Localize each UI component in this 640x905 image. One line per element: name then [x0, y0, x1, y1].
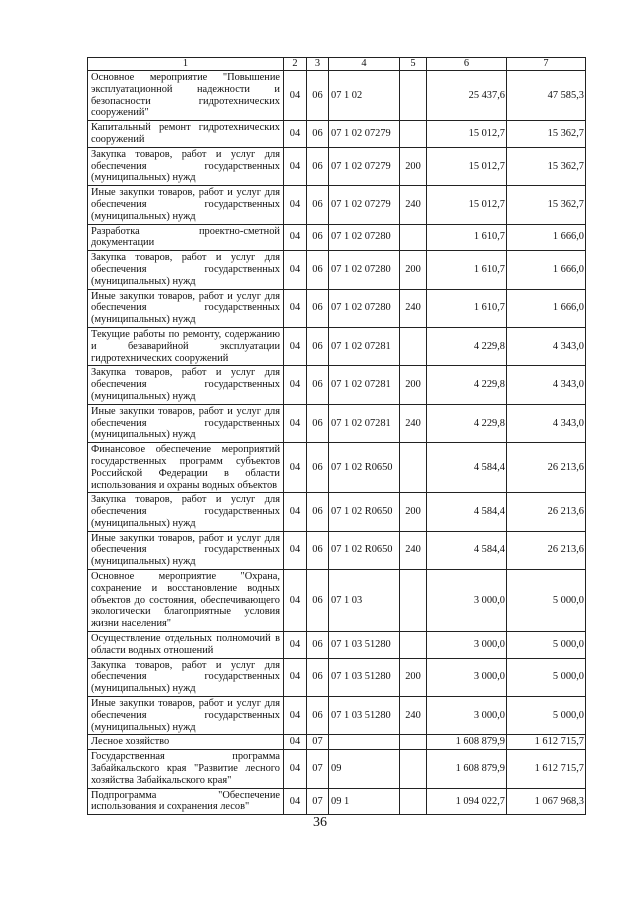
row-amount-year2: 1 067 968,3: [507, 788, 586, 815]
row-amount-year2: 1 666,0: [507, 224, 586, 251]
row-code-section: 04: [284, 493, 307, 531]
row-code-section: 04: [284, 121, 307, 148]
row-description: Иные закупки товаров, работ и услуг для обеспечения государственных (муниципальных) нужд: [88, 289, 284, 327]
row-code-section: 04: [284, 366, 307, 404]
table-row: [88, 750, 586, 788]
row-amount-year2: 47 585,3: [507, 71, 586, 121]
row-code-subsection: 06: [307, 443, 329, 493]
row-amount-year1: 3 000,0: [427, 632, 507, 659]
row-amount-year1: 4 229,8: [427, 366, 507, 404]
row-amount-year1: 1 608 879,9: [427, 735, 507, 750]
row-code-section: 04: [284, 147, 307, 185]
row-code-target: 07 1 02 07281: [329, 404, 400, 442]
row-code-section: 04: [284, 570, 307, 632]
row-code-section: 04: [284, 251, 307, 289]
row-amount-year1: 4 229,8: [427, 404, 507, 442]
row-amount-year2: 1 612 715,7: [507, 735, 586, 750]
row-code-section: 04: [284, 71, 307, 121]
row-code-target: 07 1 03 51280: [329, 697, 400, 735]
row-amount-year2: 15 362,7: [507, 186, 586, 224]
row-code-section: 04: [284, 443, 307, 493]
row-code-subsection: 06: [307, 224, 329, 251]
table-row: [88, 697, 586, 735]
row-code-subsection: 06: [307, 531, 329, 569]
row-code-subsection: 06: [307, 366, 329, 404]
row-description: Государственная программа Забайкальского края "Развитие лесного хозяйства Забайкальского края": [88, 750, 284, 788]
row-amount-year2: 4 343,0: [507, 366, 586, 404]
row-amount-year2: 26 213,6: [507, 443, 586, 493]
column-header: 6: [427, 58, 507, 71]
row-code-target: 07 1 02: [329, 71, 400, 121]
row-code-section: 04: [284, 735, 307, 750]
row-code-target: 07 1 03: [329, 570, 400, 632]
row-code-subsection: 06: [307, 570, 329, 632]
table-row: [88, 404, 586, 442]
row-code-subsection: 06: [307, 632, 329, 659]
table-row: [88, 735, 586, 750]
row-code-expense-type: [400, 443, 427, 493]
row-code-section: 04: [284, 632, 307, 659]
row-code-subsection: 06: [307, 289, 329, 327]
row-code-expense-type: 200: [400, 251, 427, 289]
table-row: [88, 251, 586, 289]
table-row: [88, 327, 586, 365]
row-code-section: 04: [284, 697, 307, 735]
table-row: [88, 121, 586, 148]
row-description: Закупка товаров, работ и услуг для обеспечения государственных (муниципальных) нужд: [88, 251, 284, 289]
row-code-expense-type: 240: [400, 289, 427, 327]
row-code-subsection: 06: [307, 186, 329, 224]
column-header: 4: [329, 58, 400, 71]
row-description: Капитальный ремонт гидротехнических сооружений: [88, 121, 284, 148]
row-amount-year1: 3 000,0: [427, 658, 507, 696]
row-code-target: 07 1 02 07279: [329, 121, 400, 148]
row-amount-year1: 1 608 879,9: [427, 750, 507, 788]
row-code-section: 04: [284, 531, 307, 569]
row-code-expense-type: 240: [400, 404, 427, 442]
row-description: Финансовое обеспечение мероприятий государственных программ субъектов Российской Федерации в области использования и охраны водных объектов: [88, 443, 284, 493]
row-code-subsection: 06: [307, 147, 329, 185]
table-row: [88, 289, 586, 327]
row-description: Текущие работы по ремонту, содержанию и безаварийной эксплуатации гидротехнических сооружений: [88, 327, 284, 365]
table-row: [88, 224, 586, 251]
row-code-target: 07 1 02 R0650: [329, 531, 400, 569]
row-amount-year1: 1 610,7: [427, 289, 507, 327]
row-code-subsection: 06: [307, 697, 329, 735]
row-code-target: 07 1 02 07280: [329, 289, 400, 327]
row-code-expense-type: 240: [400, 697, 427, 735]
row-code-expense-type: [400, 327, 427, 365]
row-amount-year2: 15 362,7: [507, 147, 586, 185]
budget-table: [87, 57, 586, 815]
row-amount-year2: 15 362,7: [507, 121, 586, 148]
table-row: [88, 788, 586, 815]
row-code-subsection: 06: [307, 493, 329, 531]
row-amount-year1: 1 610,7: [427, 224, 507, 251]
table-header-row: [88, 58, 586, 71]
table-row: [88, 186, 586, 224]
row-code-section: 04: [284, 186, 307, 224]
row-amount-year2: 4 343,0: [507, 327, 586, 365]
row-code-section: 04: [284, 750, 307, 788]
column-header: 1: [88, 58, 284, 71]
row-code-expense-type: [400, 788, 427, 815]
row-code-expense-type: [400, 750, 427, 788]
row-amount-year1: 25 437,6: [427, 71, 507, 121]
column-header: 5: [400, 58, 427, 71]
row-code-subsection: 07: [307, 788, 329, 815]
row-description: Иные закупки товаров, работ и услуг для обеспечения государственных (муниципальных) нужд: [88, 531, 284, 569]
row-description: Подпрограмма "Обеспечение использования и сохранения лесов": [88, 788, 284, 815]
column-header: 2: [284, 58, 307, 71]
row-amount-year2: 5 000,0: [507, 658, 586, 696]
row-code-target: 07 1 02 R0650: [329, 443, 400, 493]
row-code-section: 04: [284, 289, 307, 327]
row-description: Закупка товаров, работ и услуг для обеспечения государственных (муниципальных) нужд: [88, 366, 284, 404]
row-amount-year1: 15 012,7: [427, 121, 507, 148]
table-row: [88, 147, 586, 185]
row-amount-year2: 26 213,6: [507, 493, 586, 531]
row-code-target: 07 1 02 R0650: [329, 493, 400, 531]
row-amount-year2: 1 666,0: [507, 251, 586, 289]
table-row: [88, 493, 586, 531]
row-code-subsection: 06: [307, 658, 329, 696]
table-row: [88, 658, 586, 696]
row-code-expense-type: [400, 632, 427, 659]
row-code-expense-type: [400, 735, 427, 750]
column-header: 7: [507, 58, 586, 71]
row-amount-year1: 1 094 022,7: [427, 788, 507, 815]
column-header: 3: [307, 58, 329, 71]
row-code-expense-type: 200: [400, 147, 427, 185]
table-row: [88, 366, 586, 404]
row-amount-year2: 5 000,0: [507, 632, 586, 659]
page-number: 36: [313, 815, 327, 830]
row-description: Иные закупки товаров, работ и услуг для обеспечения государственных (муниципальных) нужд: [88, 697, 284, 735]
row-amount-year1: 15 012,7: [427, 147, 507, 185]
table-row: [88, 71, 586, 121]
row-description: Осуществление отдельных полномочий в области водных отношений: [88, 632, 284, 659]
row-description: Иные закупки товаров, работ и услуг для обеспечения государственных (муниципальных) нужд: [88, 404, 284, 442]
row-code-target: 07 1 02 07281: [329, 366, 400, 404]
row-code-expense-type: [400, 71, 427, 121]
row-code-section: 04: [284, 327, 307, 365]
row-code-subsection: 06: [307, 251, 329, 289]
row-code-target: 07 1 02 07279: [329, 147, 400, 185]
row-code-expense-type: 200: [400, 493, 427, 531]
row-amount-year1: 4 584,4: [427, 493, 507, 531]
row-code-target: 09: [329, 750, 400, 788]
row-code-target: 07 1 02 07279: [329, 186, 400, 224]
row-code-expense-type: 240: [400, 186, 427, 224]
row-amount-year1: 3 000,0: [427, 697, 507, 735]
row-code-expense-type: [400, 121, 427, 148]
row-amount-year2: 26 213,6: [507, 531, 586, 569]
row-code-subsection: 06: [307, 404, 329, 442]
row-amount-year1: 4 229,8: [427, 327, 507, 365]
row-code-target: 07 1 03 51280: [329, 658, 400, 696]
row-amount-year1: 4 584,4: [427, 531, 507, 569]
row-code-expense-type: [400, 224, 427, 251]
row-amount-year2: 4 343,0: [507, 404, 586, 442]
row-amount-year2: 1 666,0: [507, 289, 586, 327]
row-code-subsection: 07: [307, 750, 329, 788]
row-description: Основное мероприятие "Повышение эксплуатационной надежности и безопасности гидротехнических сооружений": [88, 71, 284, 121]
row-description: Закупка товаров, работ и услуг для обеспечения государственных (муниципальных) нужд: [88, 658, 284, 696]
row-code-subsection: 06: [307, 71, 329, 121]
table-row: [88, 531, 586, 569]
row-code-subsection: 06: [307, 327, 329, 365]
row-description: Иные закупки товаров, работ и услуг для обеспечения государственных (муниципальных) нужд: [88, 186, 284, 224]
table-row: [88, 632, 586, 659]
row-description: Основное мероприятие "Охрана, сохранение и восстановление водных объектов до состояния, обеспечивающего экологически благоприятные условия жизни населения": [88, 570, 284, 632]
row-amount-year1: 1 610,7: [427, 251, 507, 289]
row-code-subsection: 07: [307, 735, 329, 750]
row-description: Закупка товаров, работ и услуг для обеспечения государственных (муниципальных) нужд: [88, 493, 284, 531]
row-code-expense-type: 200: [400, 658, 427, 696]
row-code-expense-type: 200: [400, 366, 427, 404]
row-code-expense-type: [400, 570, 427, 632]
row-code-expense-type: 240: [400, 531, 427, 569]
row-code-target: 07 1 02 07281: [329, 327, 400, 365]
row-code-target: 07 1 02 07280: [329, 224, 400, 251]
row-amount-year2: 5 000,0: [507, 697, 586, 735]
table-row: [88, 570, 586, 632]
row-amount-year2: 5 000,0: [507, 570, 586, 632]
row-code-section: 04: [284, 404, 307, 442]
row-code-section: 04: [284, 224, 307, 251]
row-amount-year1: 4 584,4: [427, 443, 507, 493]
row-code-target: 09 1: [329, 788, 400, 815]
row-code-subsection: 06: [307, 121, 329, 148]
row-description: Лесное хозяйство: [88, 735, 284, 750]
row-code-target: 07 1 03 51280: [329, 632, 400, 659]
row-description: Разработка проектно-сметной документации: [88, 224, 284, 251]
row-code-section: 04: [284, 788, 307, 815]
row-code-target: [329, 735, 400, 750]
row-amount-year1: 15 012,7: [427, 186, 507, 224]
row-code-target: 07 1 02 07280: [329, 251, 400, 289]
row-amount-year1: 3 000,0: [427, 570, 507, 632]
row-amount-year2: 1 612 715,7: [507, 750, 586, 788]
table-body: [88, 71, 586, 815]
row-code-section: 04: [284, 658, 307, 696]
table-row: [88, 443, 586, 493]
row-description: Закупка товаров, работ и услуг для обеспечения государственных (муниципальных) нужд: [88, 147, 284, 185]
